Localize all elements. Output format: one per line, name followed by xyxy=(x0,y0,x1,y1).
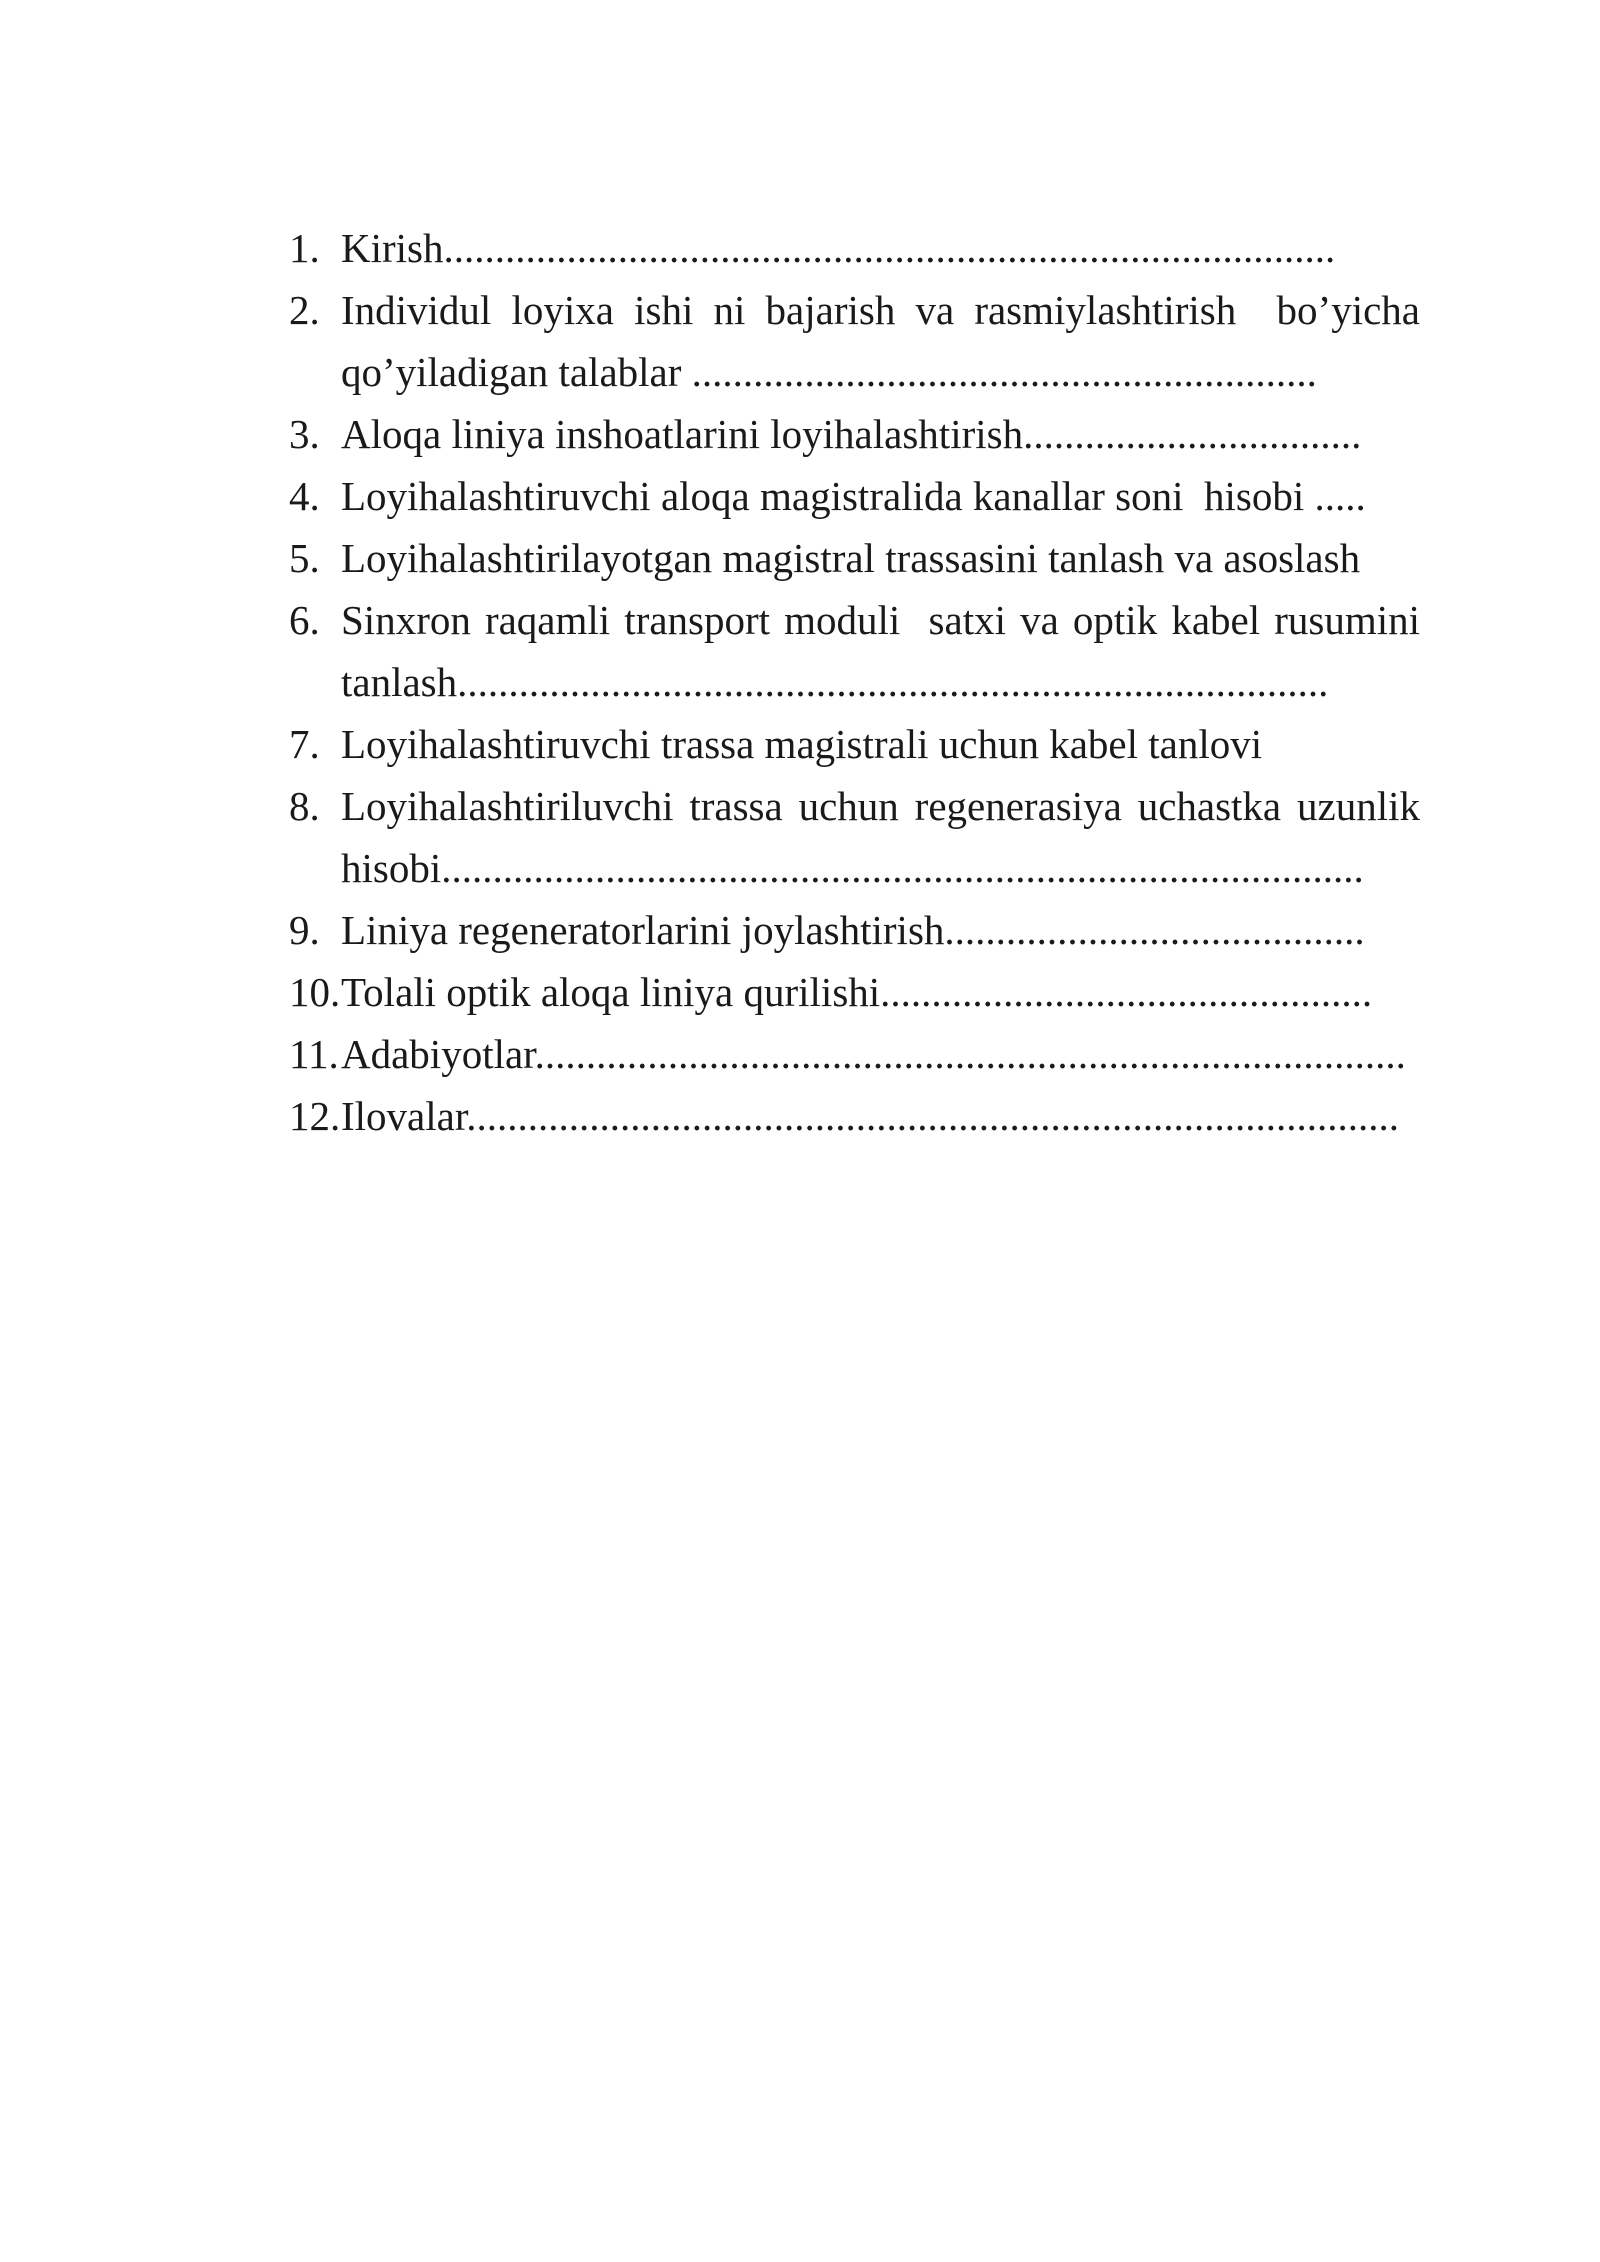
toc-item-number: 6. xyxy=(289,597,320,643)
toc-item-text: tanlash..................................................................................... xyxy=(341,659,1329,705)
toc-item-text: Adabiyotlar..................................................................................... xyxy=(341,1031,1406,1077)
toc-line-10 xyxy=(289,961,1420,1023)
table-of-contents xyxy=(289,217,1420,1147)
toc-line-12 xyxy=(289,1085,1420,1147)
toc-line-6-cont xyxy=(289,651,1420,713)
toc-line-8-cont xyxy=(289,837,1420,899)
toc-line-6 xyxy=(289,589,1420,651)
toc-item-number: 11. xyxy=(289,1031,339,1077)
toc-item-number-spacer xyxy=(289,837,341,899)
toc-line-3 xyxy=(289,403,1420,465)
toc-item-text: Aloqa liniya inshoatlarini loyihalashtirish................................. xyxy=(341,411,1362,457)
toc-item-text: Loyihalashtiruvchi trassa magistrali uchun kabel tanlovi xyxy=(341,721,1263,767)
toc-line-2-cont xyxy=(289,341,1420,403)
toc-line-7 xyxy=(289,713,1420,775)
toc-line-1 xyxy=(289,217,1420,279)
toc-item-number: 7. xyxy=(289,721,320,767)
toc-item-text: Loyihalashtirilayotgan magistral trassasini tanlash va asoslash xyxy=(341,535,1361,581)
toc-item-number: 12. xyxy=(289,1093,341,1139)
toc-item-number: 4. xyxy=(289,473,320,519)
toc-item-text: hisobi.......................................................................................... xyxy=(341,845,1364,891)
toc-line-2 xyxy=(289,279,1420,341)
toc-item-text: Loyihalashtiriluvchi trassa uchun regenerasiya uchastka uzunlik xyxy=(341,783,1420,829)
toc-line-9 xyxy=(289,899,1420,961)
toc-item-number: 1. xyxy=(289,225,320,271)
toc-item-number-spacer xyxy=(289,651,341,713)
toc-line-5 xyxy=(289,527,1420,589)
toc-item-text: Loyihalashtiruvchi aloqa magistralida kanallar soni hisobi ..... xyxy=(341,473,1366,519)
toc-item-number: 10. xyxy=(289,969,341,1015)
toc-line-8 xyxy=(289,775,1420,837)
toc-item-text: Liniya regeneratorlarini joylashtirish......................................... xyxy=(341,907,1365,953)
toc-line-4 xyxy=(289,465,1420,527)
toc-item-number-spacer xyxy=(289,341,341,403)
toc-line-11 xyxy=(289,1023,1420,1085)
toc-item-number: 8. xyxy=(289,783,320,829)
toc-item-text: Tolali optik aloqa liniya qurilishi................................................ xyxy=(341,969,1373,1015)
toc-item-text: qo’yiladigan talablar ............................................................. xyxy=(341,349,1317,395)
toc-item-text: Kirish....................................................................................... xyxy=(341,225,1336,271)
toc-item-text: Sinxron raqamli transport moduli satxi va optik kabel rusumini xyxy=(341,597,1420,643)
toc-item-text: Ilovalar........................................................................................... xyxy=(341,1093,1399,1139)
toc-item-number: 2. xyxy=(289,287,320,333)
toc-item-number: 5. xyxy=(289,535,320,581)
toc-item-text: Individul loyixa ishi ni bajarish va rasmiylashtirish bo’yicha xyxy=(341,287,1420,333)
toc-item-number: 9. xyxy=(289,907,320,953)
toc-item-number: 3. xyxy=(289,411,320,457)
